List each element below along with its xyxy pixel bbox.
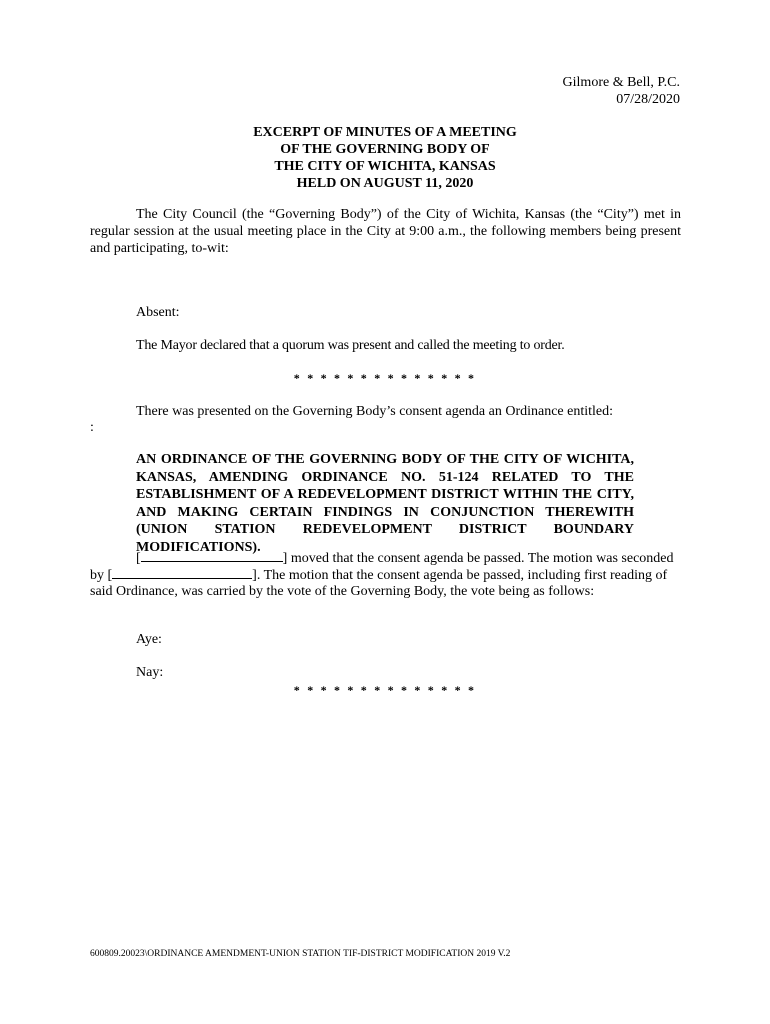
aye-label: Aye: xyxy=(136,632,162,647)
absent-label: Absent: xyxy=(136,305,180,320)
header-block xyxy=(563,74,680,108)
motion-text-1: ] moved that the consent agenda be passed. The motion was seconded xyxy=(282,551,674,566)
motion-open-bracket: [ xyxy=(136,551,141,566)
document-title xyxy=(0,124,770,192)
title-line-2: OF THE GOVERNING BODY OF xyxy=(280,142,490,157)
stray-colon: : xyxy=(90,420,94,435)
motion-line-3: said Ordinance, was carried by the vote of the Governing Body, the vote being as follows: xyxy=(90,584,595,599)
separator-stars-2: * * * * * * * * * * * * * * xyxy=(293,683,477,697)
presented-statement: There was presented on the Governing Body’s consent agenda an Ordinance entitled: xyxy=(136,404,614,419)
mover-blank xyxy=(141,549,283,562)
motion-text-2: ]. The motion that the consent agenda be passed, including first reading of xyxy=(252,568,668,583)
title-line-3: THE CITY OF WICHITA, KANSAS xyxy=(274,159,496,174)
title-line-1: EXCERPT OF MINUTES OF A MEETING xyxy=(253,125,517,140)
motion-line-2 xyxy=(90,566,685,584)
ordinance-title: AN ORDINANCE OF THE GOVERNING BODY OF THE CITY OF WICHITA, KANSAS, AMENDING ORDINANCE NO. 51-124 RELATED TO THE ESTABLISHMENT OF A REDEVELOPMENT DISTRICT WITHIN THE CITY, AND MAKING CERTAIN FINDINGS IN CONJUNCTION THEREWITH (UNION STATION REDEVELOPMENT DISTRICT BOUNDARY MODIFICATIONS). xyxy=(136,452,634,555)
quorum-statement: The Mayor declared that a quorum was present and called the meeting to order. xyxy=(136,338,565,353)
title-line-4: HELD ON AUGUST 11, 2020 xyxy=(296,176,474,191)
document-date: 07/28/2020 xyxy=(616,92,680,107)
seconder-blank xyxy=(112,566,252,579)
intro-paragraph: The City Council (the “Governing Body”) of the City of Wichita, Kansas (the “City”) met in regular session at the usual meeting place in the City at 9:00 a.m., the following members being present and participating, to-wit: xyxy=(90,207,681,256)
separator-stars-1: * * * * * * * * * * * * * * xyxy=(293,371,477,385)
nay-label: Nay: xyxy=(136,665,164,680)
motion-line-1 xyxy=(136,549,681,567)
footer-document-id: 600809.20023\ORDINANCE AMENDMENT-UNION STATION TIF-DISTRICT MODIFICATION 2019 V.2 xyxy=(90,949,511,959)
firm-name: Gilmore & Bell, P.C. xyxy=(562,75,680,90)
motion-by: by [ xyxy=(90,568,113,583)
